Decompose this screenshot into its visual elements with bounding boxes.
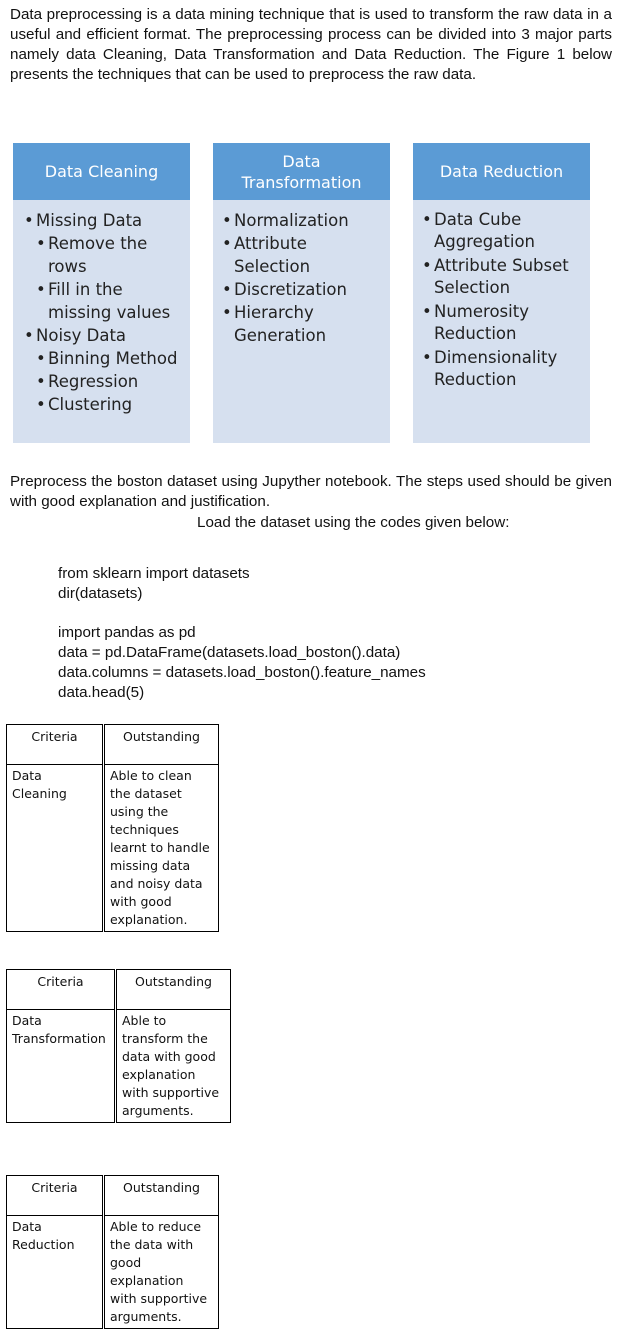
criterion-cell: Data Transformation	[7, 1010, 116, 1123]
rubric-table-transformation	[6, 969, 231, 1123]
outstanding-header: Outstanding	[104, 725, 219, 765]
list-item: • Attribute Subset Selection	[422, 255, 588, 298]
data-reduction-list	[422, 209, 588, 390]
title-text: Data Transformation	[241, 151, 362, 192]
criterion-cell: Data Cleaning	[7, 765, 104, 932]
list-item: • Data Cube Aggregation	[422, 209, 588, 252]
task-paragraph: Preprocess the boston dataset using Jupyther notebook. The steps used should be given with good explanation and justification.	[10, 473, 612, 510]
load-instruction: Load the dataset using the codes given below:	[197, 514, 510, 531]
outstanding-header: Outstanding	[116, 970, 231, 1010]
description-cell: Able to transform the data with good explanation with supportive arguments.	[116, 1010, 231, 1123]
list-item: • Noisy Data	[24, 324, 188, 347]
data-reduction-title: Data Reduction	[413, 143, 590, 200]
list-item: • Numerosity Reduction	[422, 301, 588, 344]
data-transformation-list	[222, 209, 388, 347]
criteria-header: Criteria	[7, 725, 104, 765]
code-line: dir(datasets)	[58, 585, 143, 602]
code-block-2	[58, 623, 426, 703]
list-item: • Attribute Selection	[222, 232, 388, 278]
code-line: data.head(5)	[58, 684, 145, 701]
code-line: import pandas as pd	[58, 624, 196, 641]
list-item: • Missing Data	[24, 209, 188, 232]
list-item: • Remove the rows	[36, 232, 188, 278]
code-line: data = pd.DataFrame(datasets.load_boston().data)	[58, 644, 401, 661]
data-reduction-panel	[413, 143, 590, 443]
list-item: • Dimensionality Reduction	[422, 347, 588, 390]
criteria-header: Criteria	[7, 1176, 104, 1216]
list-item: • Fill in the missing values	[36, 278, 188, 324]
rubric-table-reduction	[6, 1175, 219, 1329]
description-cell: Able to clean the dataset using the techniques learnt to handle missing data and noisy data with good explanation.	[104, 765, 219, 932]
code-line: from sklearn import datasets	[58, 565, 250, 582]
list-item: • Discretization	[222, 278, 388, 301]
rubric-table-cleaning	[6, 724, 219, 932]
list-item: • Regression	[36, 370, 188, 393]
outstanding-header: Outstanding	[104, 1176, 219, 1216]
list-item: • Normalization	[222, 209, 388, 232]
list-item: • Binning Method	[36, 347, 188, 370]
intro-paragraph: Data preprocessing is a data mining technique that is used to transform the raw data in a useful and efficient format. The preprocessing process can be divided into 3 major parts namely data Cleaning, Data Transformation and Data Reduction. The Figure 1 below presents the techniques that can be used to preprocess the raw data.	[10, 6, 612, 83]
data-cleaning-list	[24, 209, 188, 416]
data-cleaning-title: Data Cleaning	[13, 143, 190, 200]
criteria-header: Criteria	[7, 970, 116, 1010]
code-block-1	[58, 564, 250, 604]
data-transformation-panel	[213, 143, 390, 443]
list-item: • Clustering	[36, 393, 188, 416]
description-cell: Able to reduce the data with good explanation with supportive arguments.	[104, 1216, 219, 1329]
list-item: • Hierarchy Generation	[222, 301, 388, 347]
code-line: data.columns = datasets.load_boston().feature_names	[58, 664, 426, 681]
criterion-cell: Data Reduction	[7, 1216, 104, 1329]
data-cleaning-panel	[13, 143, 190, 443]
data-transformation-title	[213, 143, 390, 200]
